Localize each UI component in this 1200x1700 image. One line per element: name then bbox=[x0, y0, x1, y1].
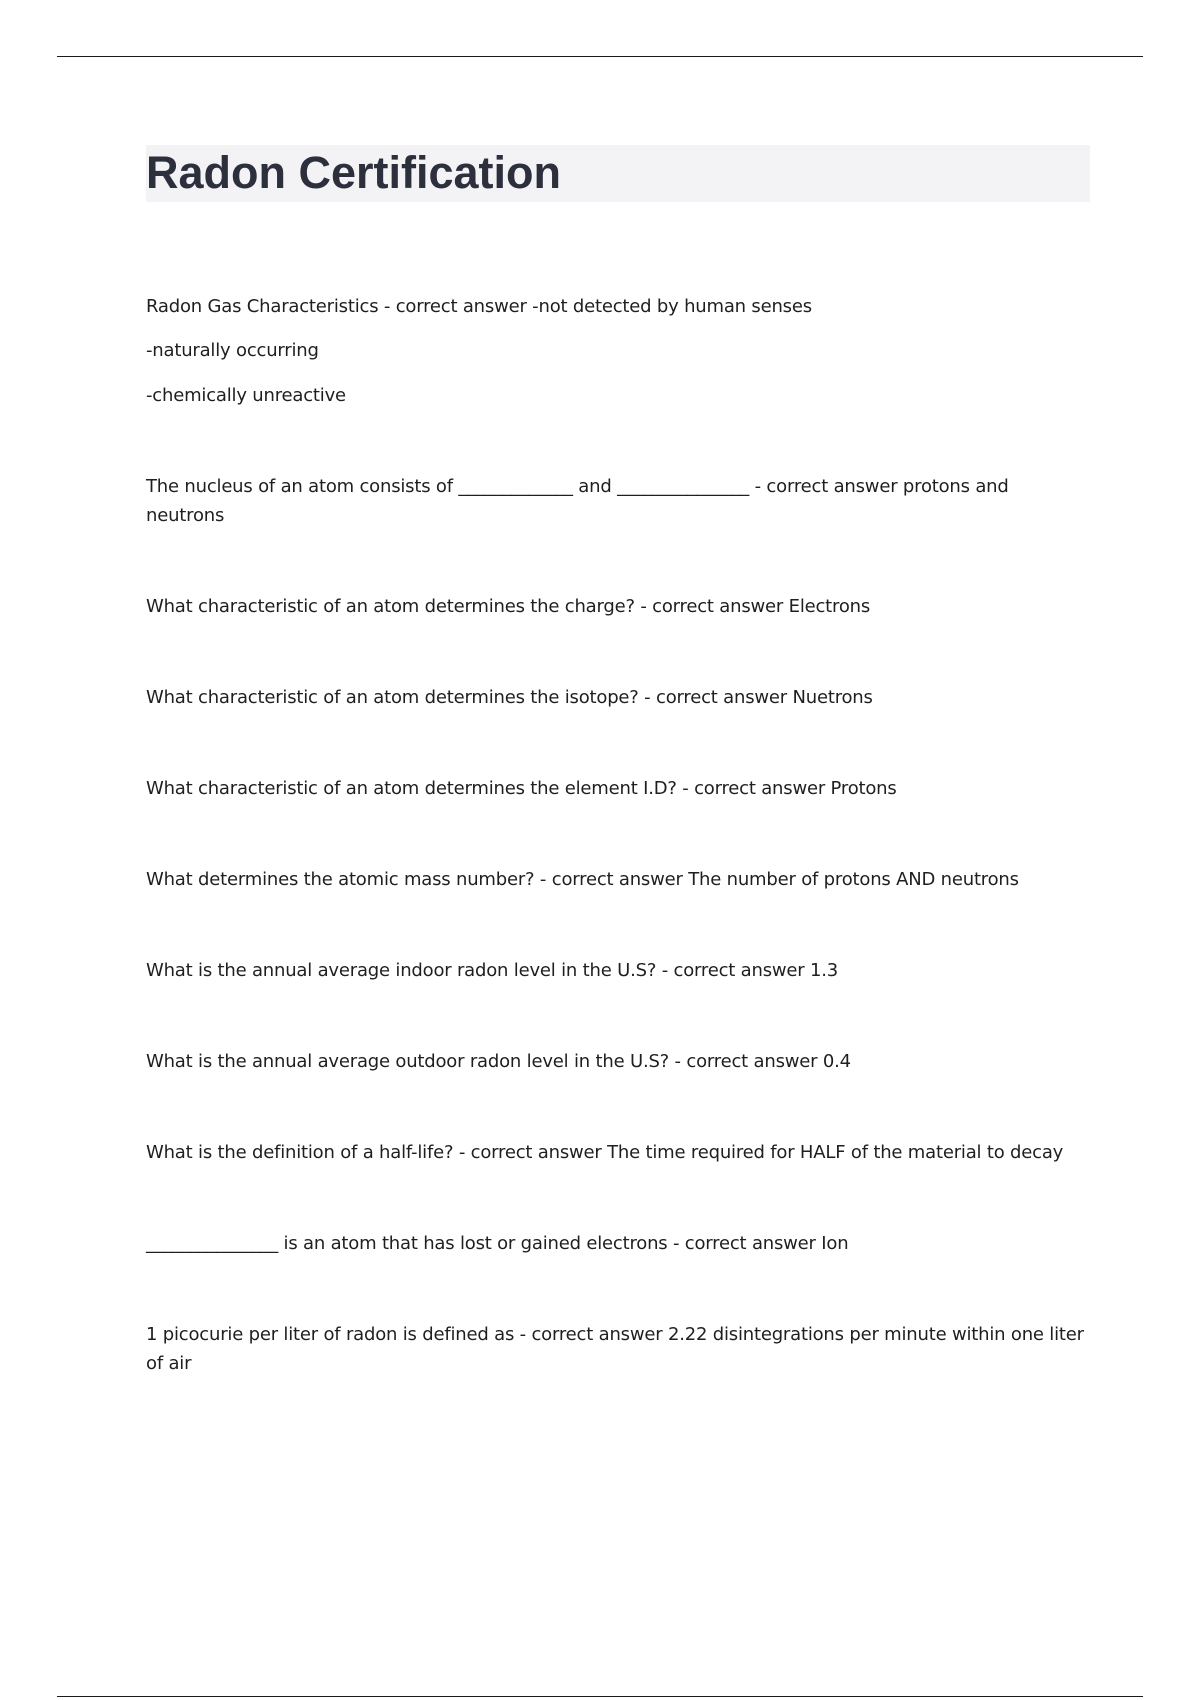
qa-item: What is the annual average indoor radon level in the U.S? - correct answer 1.3 bbox=[146, 960, 839, 981]
bottom-divider bbox=[57, 1696, 1143, 1697]
qa-item: What is the annual average outdoor radon level in the U.S? - correct answer 0.4 bbox=[146, 1051, 851, 1072]
qa-item: What is the definition of a half-life? - correct answer The time required for HALF of the material to decay bbox=[146, 1142, 1064, 1163]
page-title: Radon Certification bbox=[146, 147, 562, 198]
qa-item: What characteristic of an atom determines the element I.D? - correct answer Protons bbox=[146, 778, 897, 799]
qa-list bbox=[146, 292, 1091, 1378]
qa-item: _______________ is an atom that has lost or gained electrons - correct answer Ion bbox=[146, 1233, 849, 1254]
qa-item: What characteristic of an atom determines the isotope? - correct answer Nuetrons bbox=[146, 687, 873, 708]
top-divider bbox=[57, 56, 1143, 57]
qa-item: Radon Gas Characteristics - correct answer -not detected by human senses bbox=[146, 296, 812, 317]
qa-item: The nucleus of an atom consists of _____________ and _______________ - correct answer protons and neutrons bbox=[146, 476, 1009, 526]
qa-item: What determines the atomic mass number? - correct answer The number of protons AND neutrons bbox=[146, 869, 1019, 890]
qa-item: What characteristic of an atom determines the charge? - correct answer Electrons bbox=[146, 596, 871, 617]
qa-item-continuation: -naturally occurring bbox=[146, 340, 319, 361]
qa-item: 1 picocurie per liter of radon is defined as - correct answer 2.22 disintegrations per minute within one liter of air bbox=[146, 1324, 1084, 1374]
qa-item-continuation: -chemically unreactive bbox=[146, 385, 346, 406]
